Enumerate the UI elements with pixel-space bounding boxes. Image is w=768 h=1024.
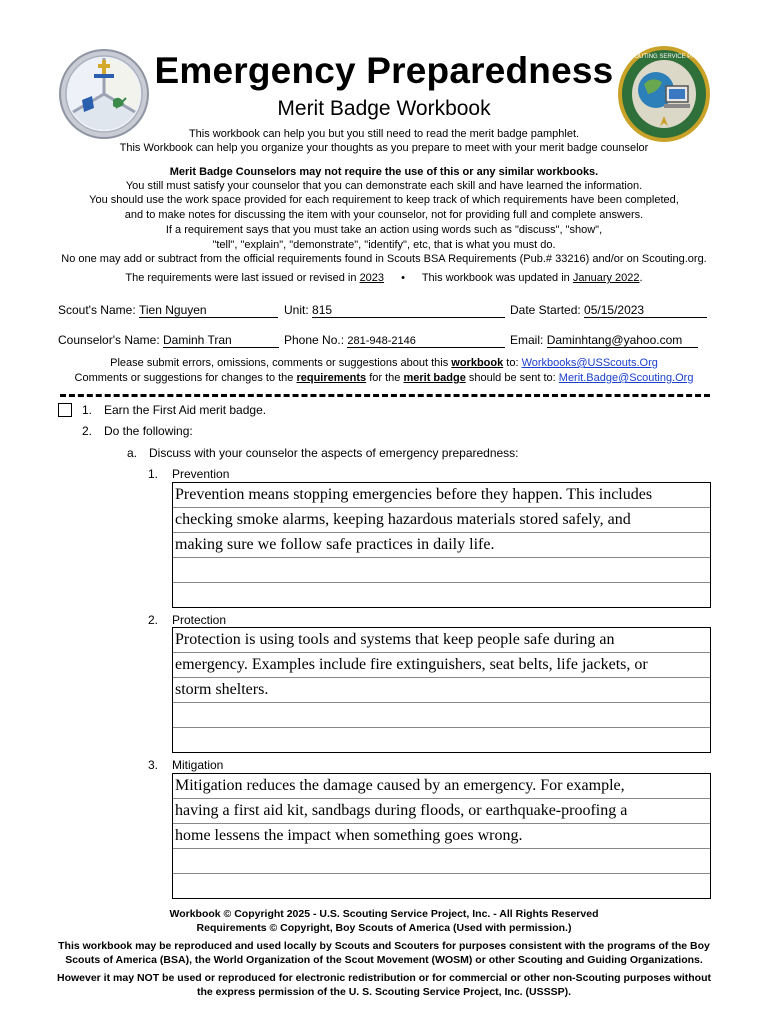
item-2-label: Protection	[172, 613, 227, 627]
requirement-2-number: 2.	[82, 424, 93, 438]
footer-copyright-1: Workbook © Copyright 2025 - U.S. Scouting Service Project, Inc. - All Rights Reserved	[169, 908, 599, 920]
footer-license-2: Scouts of America (BSA), the World Organization of the Scout Movement (WOSM) or other Scouting and Guiding Organizations.	[65, 954, 703, 966]
item-1-label: Prevention	[172, 467, 230, 481]
date-started-field[interactable]	[510, 303, 707, 318]
notice-line-6: No one may add or subtract from the official requirements found in Scouts BSA Requirements (Pub.# 33216) and/or on Scouting.org.	[61, 253, 707, 265]
answer-line: making sure we follow safe practices in daily life.	[173, 533, 710, 558]
notice-line-4: If a requirement says that you must take an action using words such as "discuss", "show",	[165, 224, 603, 236]
requirement-2a-letter: a.	[127, 446, 138, 460]
scout-name-field[interactable]	[58, 303, 278, 318]
revision-info	[0, 272, 768, 285]
issued-prefix: The requirements were last issued or revised in	[125, 272, 360, 284]
item-2-number: 2.	[148, 613, 159, 627]
item-3-number: 3.	[148, 758, 159, 772]
unit-value: 815	[312, 303, 505, 318]
answer-line	[173, 849, 710, 874]
footer-license-4: the express permission of the U. S. Scouting Service Project, Inc. (USSSP).	[196, 986, 572, 998]
answer-line	[173, 583, 710, 607]
footer-license-1: This workbook may be reproduced and used locally by Scouts and Scouters for purposes consistent with the programs of the Boy	[58, 940, 710, 952]
requirement-1-checkbox[interactable]	[58, 403, 72, 417]
answer-line: having a first aid kit, sandbags during floods, or earthquake-proofing a	[173, 799, 710, 824]
answer-line: Protection is using tools and systems that keep people safe during an	[173, 628, 710, 653]
email-field[interactable]	[510, 333, 698, 348]
footer-copyright-2: Requirements © Copyright, Boy Scouts of America (Used with permission.)	[196, 922, 572, 934]
answer-line	[173, 728, 710, 752]
requirement-1-text: Earn the First Aid merit badge.	[104, 403, 267, 417]
email-value: Daminhtang@yahoo.com	[547, 333, 698, 348]
usssp-ring-text: U.S. SCOUTING SERVICE PROJECT	[612, 54, 716, 60]
answer-line: Mitigation reduces the damage caused by an emergency. For example,	[173, 774, 710, 799]
contact-line-1	[0, 357, 768, 370]
date-started-value: 05/15/2023	[584, 303, 707, 318]
notice-line-1: You still must satisfy your counselor that you can demonstrate each skill and have learned the information.	[125, 180, 643, 192]
bullet: •	[401, 272, 405, 284]
notice-bold: Merit Badge Counselors may not require the use of this or any similar workbooks.	[169, 166, 599, 178]
contact-line-2	[0, 372, 768, 385]
answer-line: home lessens the impact when something goes wrong.	[173, 824, 710, 849]
answer-line: storm shelters.	[173, 678, 710, 703]
notice-line-2: You should use the work space provided for each requirement to keep track of which requirements have been completed,	[89, 194, 679, 206]
page-title: Emergency Preparedness	[154, 50, 614, 91]
prevention-answer-box[interactable]	[172, 482, 711, 608]
updated-date: January 2022	[572, 272, 640, 284]
updated-suffix: .	[639, 272, 643, 284]
requirement-2a-text: Discuss with your counselor the aspects of emergency preparedness:	[149, 446, 519, 460]
answer-line	[173, 874, 710, 898]
intro-line-2: This Workbook can help you organize your thoughts as you prepare to meet with your merit badge counselor	[119, 142, 649, 154]
answer-line: emergency. Examples include fire extinguishers, seat belts, life jackets, or	[173, 653, 710, 678]
counselor-name-value: Daminh Tran	[163, 333, 279, 348]
mitigation-answer-box[interactable]	[172, 773, 711, 899]
email-label: Email:	[510, 333, 547, 347]
date-started-label: Date Started:	[510, 303, 585, 317]
contact-line-2-prefix: Comments or suggestions for changes to the	[74, 372, 297, 384]
answer-line	[173, 703, 710, 728]
item-3-label: Mitigation	[172, 758, 224, 772]
contact-workbook-word: workbook	[451, 357, 504, 369]
contact-line-1-mid: to:	[503, 357, 522, 369]
workbooks-email-link[interactable]: Workbooks@USScouts.Org	[521, 357, 658, 369]
scout-name-label: Scout's Name:	[58, 303, 139, 317]
answer-line: checking smoke alarms, keeping hazardous materials stored safely, and	[173, 508, 710, 533]
footer-license-3: However it may NOT be used or reproduced for electronic redistribution or for commercial or other non-Scouting purposes without	[57, 972, 711, 984]
contact-requirements-word: requirements	[296, 372, 367, 384]
requirement-1-number: 1.	[82, 403, 93, 417]
contact-line-1-prefix: Please submit errors, omissions, comments or suggestions about this	[110, 357, 452, 369]
intro-line-1: This workbook can help you but you still need to read the merit badge pamphlet.	[188, 128, 580, 140]
contact-merit-badge-word: merit badge	[403, 372, 466, 384]
page-subtitle: Merit Badge Workbook	[277, 97, 491, 120]
requirement-2-text: Do the following:	[104, 424, 193, 438]
notice-line-3: and to make notes for discussing the item with your counselor, not for providing full and complete answers.	[124, 209, 644, 221]
notice-line-5: "tell", "explain", "demonstrate", "identify", etc, that is what you must do.	[212, 239, 556, 251]
scout-name-value: Tien Nguyen	[139, 303, 278, 318]
phone-field[interactable]	[284, 333, 505, 348]
contact-line-2-mid2: should be sent to:	[465, 372, 559, 384]
phone-value: 281-948-2146	[347, 335, 505, 348]
issued-year: 2023	[359, 272, 385, 284]
contact-line-2-mid: for the	[366, 372, 404, 384]
counselor-name-label: Counselor's Name:	[58, 333, 163, 347]
unit-label: Unit:	[284, 303, 313, 317]
merit-badge-email-link[interactable]: Merit.Badge@Scouting.Org	[558, 372, 694, 384]
item-1-number: 1.	[148, 467, 159, 481]
phone-label: Phone No.:	[284, 333, 348, 347]
counselor-name-field[interactable]	[58, 333, 279, 348]
protection-answer-box[interactable]	[172, 627, 711, 753]
answer-line: Prevention means stopping emergencies before they happen. This includes	[173, 483, 710, 508]
answer-line	[173, 558, 710, 583]
section-divider	[60, 394, 710, 397]
updated-prefix: This workbook was updated in	[421, 272, 573, 284]
unit-field[interactable]	[284, 303, 505, 318]
